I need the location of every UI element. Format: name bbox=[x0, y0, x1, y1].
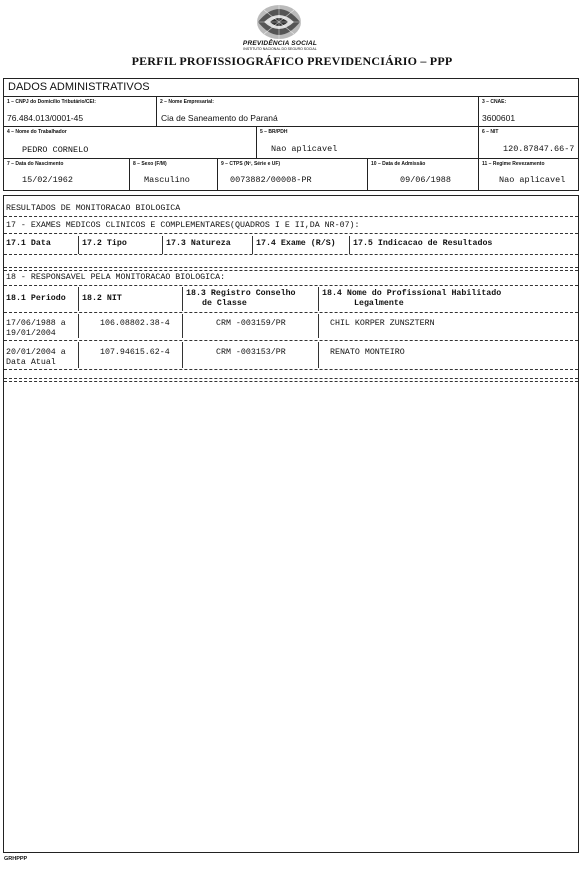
col-separator bbox=[349, 236, 350, 254]
exams-title: 17 - EXAMES MEDICOS CLINICOS E COMPLEMENTARES(QUADROS I E II,DA NR-07): bbox=[6, 221, 360, 230]
admin-section bbox=[3, 78, 579, 191]
cnae-value: 3600601 bbox=[482, 113, 516, 123]
row2-nome: RENATO MONTEIRO bbox=[330, 348, 405, 357]
empresa-cell bbox=[157, 97, 479, 127]
nascimento-label: 7 – Data do Nascimento bbox=[7, 161, 64, 167]
resp-title: 18 - RESPONSAVEL PELA MONITORACAO BIOLOGICA: bbox=[6, 273, 226, 282]
cnpj-label: 1 – CNPJ do Domicílio Tributário/CEI: bbox=[7, 99, 96, 105]
nit-cell bbox=[479, 127, 578, 159]
double-divider bbox=[4, 267, 578, 271]
monitoring-section bbox=[3, 195, 579, 853]
exam-col-tipo: 17.2 Tipo bbox=[82, 239, 127, 248]
row2-period-1: 20/01/2004 a bbox=[6, 348, 66, 357]
divider bbox=[4, 369, 578, 370]
col-separator bbox=[318, 342, 319, 368]
resp-col-registro-2: de Classe bbox=[202, 299, 247, 308]
admissao-cell bbox=[368, 159, 479, 190]
double-divider bbox=[4, 378, 578, 382]
logo-subtext: INSTITUTO NACIONAL DO SEGURO SOCIAL bbox=[243, 47, 317, 51]
row1-nome: CHIL KORPER ZUNSZTERN bbox=[330, 319, 435, 328]
nit-label: 6 – NIT bbox=[482, 129, 499, 135]
resp-col-registro: 18.3 Registro Conselho bbox=[186, 289, 296, 298]
row1-period-1: 17/06/1988 a bbox=[6, 319, 66, 328]
trabalhador-label: 4 – Nome do Trabalhador bbox=[7, 129, 67, 135]
row2-period-2: Data Atual bbox=[6, 358, 56, 367]
divider bbox=[4, 340, 578, 341]
col-separator bbox=[182, 287, 183, 311]
resp-col-nit: 18.2 NIT bbox=[82, 294, 122, 303]
empresa-label: 2 – Nome Empresarial: bbox=[160, 99, 214, 105]
admissao-label: 10 – Data de Admissão bbox=[371, 161, 426, 167]
admin-section-title: DADOS ADMINISTRATIVOS bbox=[4, 79, 578, 97]
row1-registro: CRM -003159/PR bbox=[216, 319, 286, 328]
divider bbox=[4, 312, 578, 313]
col-separator bbox=[182, 314, 183, 338]
sexo-label: 8 – Sexo (F/M) bbox=[133, 161, 167, 167]
col-separator bbox=[318, 314, 319, 338]
exam-col-exame: 17.4 Exame (R/S) bbox=[256, 239, 336, 248]
resp-col-nome: 18.4 Nome do Profissional Habilitado bbox=[322, 289, 502, 298]
sexo-value: Masculino bbox=[144, 175, 190, 185]
exam-col-natureza: 17.3 Natureza bbox=[166, 239, 231, 248]
resp-col-periodo: 18.1 Periodo bbox=[6, 294, 66, 303]
nascimento-value: 15/02/1962 bbox=[22, 175, 74, 185]
regime-value: Nao aplicavel bbox=[499, 175, 566, 185]
cnae-cell bbox=[479, 97, 578, 127]
col-separator bbox=[318, 287, 319, 311]
br-pdh-label: 5 – BR/PDH bbox=[260, 129, 288, 135]
row2-nit: 107.94615.62-4 bbox=[100, 348, 170, 357]
col-separator bbox=[78, 287, 79, 311]
row1-nit: 106.08802.38-4 bbox=[100, 319, 170, 328]
document-title: PERFIL PROFISSIOGRÁFICO PREVIDENCIÁRIO – PPP bbox=[131, 54, 453, 68]
br-pdh-cell bbox=[257, 127, 479, 159]
cnpj-value: 76.484.013/0001-45 bbox=[7, 113, 84, 123]
ctps-label: 9 – CTPS (Nº, Série e UF) bbox=[221, 161, 281, 167]
exam-col-data: 17.1 Data bbox=[6, 239, 51, 248]
admissao-value: 09/06/1988 bbox=[400, 175, 452, 185]
regime-cell bbox=[479, 159, 578, 190]
br-pdh-value: Nao aplicavel bbox=[271, 144, 338, 154]
resp-col-nome-2: Legalmente bbox=[354, 299, 404, 308]
trabalhador-value: PEDRO CORNELO bbox=[22, 145, 89, 155]
monitoring-title: RESULTADOS DE MONITORACAO BIOLOGICA bbox=[6, 204, 181, 213]
logo-text: PREVIDÊNCIA SOCIAL bbox=[242, 40, 318, 47]
exam-col-indicacao: 17.5 Indicacao de Resultados bbox=[353, 239, 493, 248]
previdencia-logo-icon bbox=[244, 2, 314, 42]
col-separator bbox=[162, 236, 163, 254]
col-separator bbox=[182, 342, 183, 368]
nit-value: 120.87847.66-7 bbox=[503, 144, 575, 154]
row2-registro: CRM -003153/PR bbox=[216, 348, 286, 357]
col-separator bbox=[78, 236, 79, 254]
col-separator bbox=[78, 314, 79, 338]
ctps-cell bbox=[218, 159, 368, 190]
divider bbox=[4, 216, 578, 217]
col-separator bbox=[252, 236, 253, 254]
trabalhador-cell bbox=[4, 127, 257, 159]
row1-period-2: 19/01/2004 bbox=[6, 329, 56, 338]
divider bbox=[4, 233, 578, 234]
nascimento-cell bbox=[4, 159, 130, 190]
cnae-label: 3 – CNAE: bbox=[482, 99, 507, 105]
col-separator bbox=[78, 342, 79, 368]
empresa-value: Cia de Saneamento do Paraná bbox=[161, 113, 278, 123]
regime-label: 11 – Regime Revezamento bbox=[482, 161, 545, 167]
ctps-value: 0073882/00008-PR bbox=[230, 175, 312, 185]
sexo-cell bbox=[130, 159, 218, 190]
footer-code: GRHPPP bbox=[4, 856, 28, 862]
divider bbox=[4, 254, 578, 255]
divider bbox=[4, 285, 578, 286]
cnpj-cell bbox=[4, 97, 157, 127]
